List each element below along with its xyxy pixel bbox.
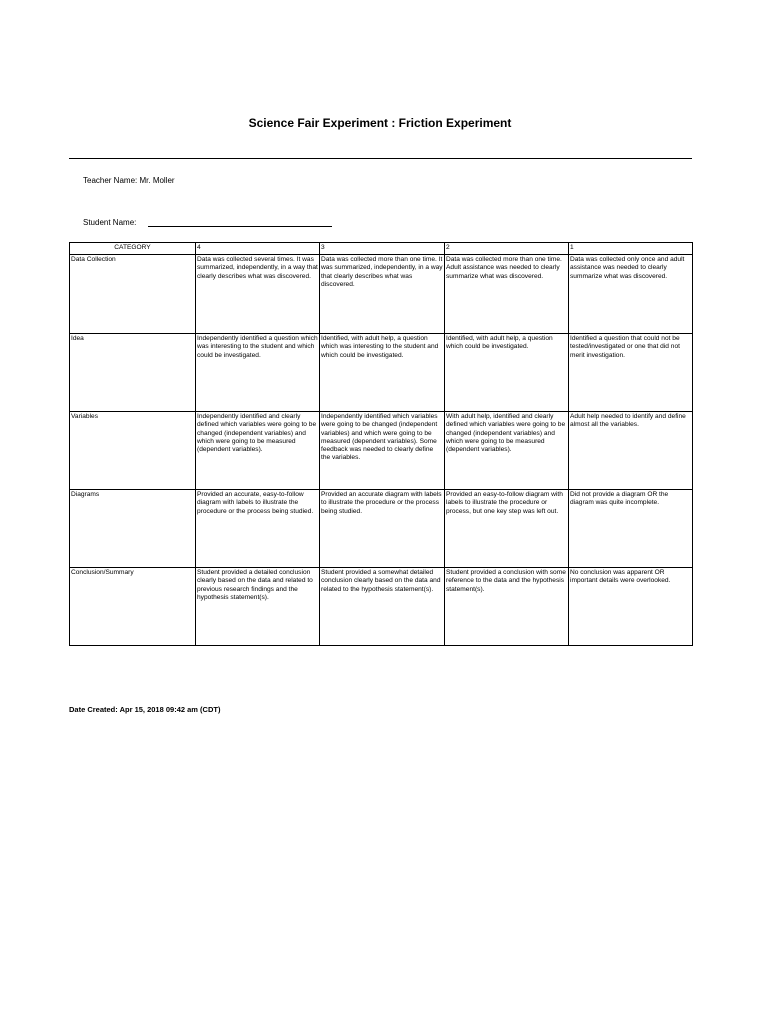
- table-cell: Did not provide a diagram OR the diagram was quite incomplete.: [569, 490, 693, 568]
- table-cell: Provided an accurate, easy-to-follow diagram with labels to illustrate the procedure or the process being studied.: [196, 490, 320, 568]
- header-score-3: 3: [320, 243, 445, 255]
- table-cell: Adult help needed to identify and define almost all the variables.: [569, 412, 693, 490]
- table-cell: Provided an easy-to-follow diagram with labels to illustrate the procedure or process, but one key step was left out.: [445, 490, 569, 568]
- row-category: Diagrams: [70, 490, 196, 568]
- row-category: Conclusion/Summary: [70, 568, 196, 646]
- table-cell: Identified, with adult help, a question which was interesting to the student and which could be investigated.: [320, 334, 445, 412]
- date-created: Date Created: Apr 15, 2018 09:42 am (CDT): [69, 705, 221, 714]
- teacher-name-line: [83, 176, 175, 185]
- table-cell: Student provided a conclusion with some reference to the data and the hypothesis statement(s).: [445, 568, 569, 646]
- teacher-label: Teacher Name:: [83, 176, 138, 185]
- row-category: Variables: [70, 412, 196, 490]
- student-name-line: [83, 217, 332, 227]
- table-row: [70, 568, 693, 646]
- row-category: Idea: [70, 334, 196, 412]
- table-cell: Student provided a somewhat detailed conclusion clearly based on the data and related to the hypothesis statement(s).: [320, 568, 445, 646]
- table-row: [70, 334, 693, 412]
- table-cell: Independently identified a question which was interesting to the student and which could be investigated.: [196, 334, 320, 412]
- table-cell: Provided an accurate diagram with labels to illustrate the procedure or the process being studied.: [320, 490, 445, 568]
- header-score-1: 1: [569, 243, 693, 255]
- table-row: [70, 255, 693, 334]
- table-cell: With adult help, identified and clearly defined which variables were going to be changed (independent variables) and which were going to be measured (dependent variables).: [445, 412, 569, 490]
- header-score-4: 4: [196, 243, 320, 255]
- table-cell: Data was collected only once and adult assistance was needed to clearly summarize what was discovered.: [569, 255, 693, 334]
- rubric-table: [69, 242, 693, 646]
- table-cell: Student provided a detailed conclusion clearly based on the data and related to previous research findings and the hypothesis statement(s).: [196, 568, 320, 646]
- table-cell: Independently identified which variables were going to be changed (independent variables) and which were going to be measured (dependent variables). Some feedback was needed to clearly define the variables.: [320, 412, 445, 490]
- page-title: Science Fair Experiment : Friction Experiment: [248, 116, 512, 130]
- table-cell: Identified, with adult help, a question which could be investigated.: [445, 334, 569, 412]
- table-cell: Independently identified and clearly defined which variables were going to be changed (independent variables) and which were going to be measured (dependent variables).: [196, 412, 320, 490]
- table-row: [70, 490, 693, 568]
- student-name-blank: [148, 217, 332, 227]
- row-category: Data Collection: [70, 255, 196, 334]
- rubric-header-row: [70, 243, 693, 255]
- table-cell: No conclusion was apparent OR important details were overlooked.: [569, 568, 693, 646]
- header-score-2: 2: [445, 243, 569, 255]
- table-row: [70, 412, 693, 490]
- title-divider: [69, 158, 692, 159]
- header-category: CATEGORY: [70, 243, 196, 255]
- student-label: Student Name:: [83, 218, 137, 227]
- teacher-name: Mr. Moller: [139, 176, 175, 185]
- table-cell: Identified a question that could not be tested/investigated or one that did not merit investigation.: [569, 334, 693, 412]
- table-cell: Data was collected more than one time. It was summarized, independently, in a way that clearly describes what was discovered.: [320, 255, 445, 334]
- table-cell: Data was collected several times. It was summarized, independently, in a way that clearly describes what was discovered.: [196, 255, 320, 334]
- table-cell: Data was collected more than one time. Adult assistance was needed to clearly summarize what was discovered.: [445, 255, 569, 334]
